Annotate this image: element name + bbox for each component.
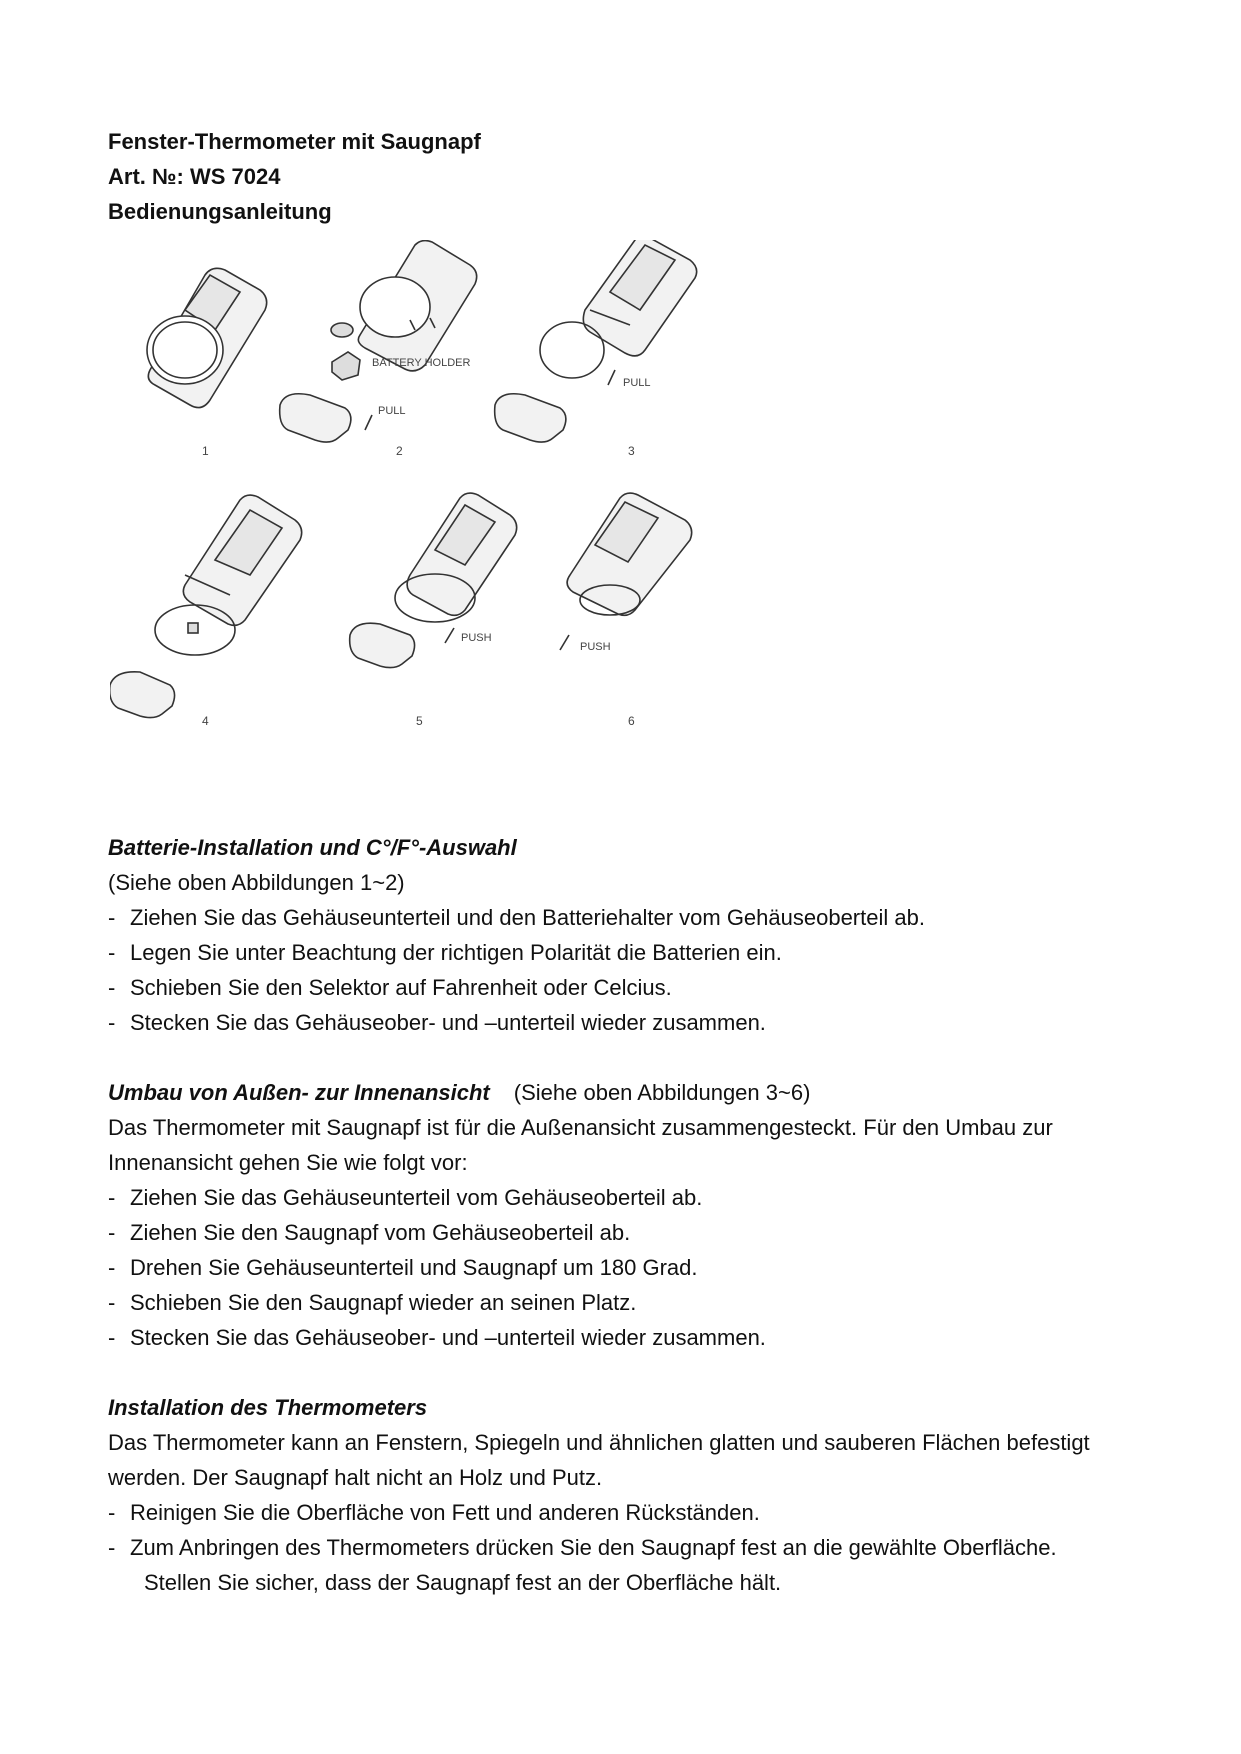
figure-number-1: 1	[202, 444, 209, 458]
document-body	[108, 830, 1128, 1600]
installation-intro: Das Thermometer kann an Fenstern, Spiegeln und ähnlichen glatten und sauberen Flächen befestigt werden. Der Saugnapf halt nicht an Holz und Putz.	[108, 1430, 1090, 1490]
figure-number-4: 4	[202, 714, 209, 728]
installation-continuation: Stellen Sie sicher, dass der Saugnapf fest an der Oberfläche hält.	[144, 1570, 782, 1595]
figure-4-thermometer	[110, 495, 302, 718]
push-label-figure-6: PUSH	[580, 641, 611, 653]
pull-label-figure-2: PULL	[378, 405, 406, 417]
figure-number-6: 6	[628, 714, 635, 728]
assembly-illustration	[110, 240, 800, 825]
push-label-figure-5: PUSH	[461, 632, 492, 644]
figure-number-5: 5	[416, 714, 423, 728]
list-item: - Schieben Sie den Selektor auf Fahrenheit oder Celcius.	[108, 975, 672, 1000]
list-item: - Ziehen Sie das Gehäuseunterteil vom Gehäuseoberteil ab.	[108, 1185, 703, 1210]
list-item: - Legen Sie unter Beachtung der richtigen Polarität die Batterien ein.	[108, 940, 782, 965]
figure-6-thermometer	[560, 493, 692, 650]
list-item: - Reinigen Sie die Oberfläche von Fett und anderen Rückständen.	[108, 1500, 760, 1525]
conversion-section-heading: Umbau von Außen- zur Innenansicht (Siehe oben Abbildungen 3~6)	[108, 1080, 811, 1105]
figure-number-3: 3	[628, 444, 635, 458]
document-title: Fenster-Thermometer mit Saugnapf	[108, 129, 481, 154]
battery-section-heading: Batterie-Installation und C°/F°-Auswahl	[108, 835, 517, 860]
figure-3-thermometer	[495, 240, 697, 442]
conversion-intro: Das Thermometer mit Saugnapf ist für die Außenansicht zusammengesteckt. Für den Umbau zur Innenansicht gehen Sie wie folgt vor:	[108, 1115, 1053, 1175]
battery-section-ref: (Siehe oben Abbildungen 1~2)	[108, 870, 405, 895]
battery-holder-label: BATTERY HOLDER	[372, 357, 471, 369]
list-item: - Ziehen Sie den Saugnapf vom Gehäuseoberteil ab.	[108, 1220, 631, 1245]
list-item: - Drehen Sie Gehäuseunterteil und Saugnapf um 180 Grad.	[108, 1255, 698, 1280]
conversion-section-ref: (Siehe oben Abbildungen 3~6)	[513, 1080, 811, 1105]
article-number: Art. №: WS 7024	[108, 164, 281, 189]
pull-label-figure-3: PULL	[623, 377, 651, 389]
document-subtitle: Bedienungsanleitung	[108, 199, 332, 224]
list-item: - Ziehen Sie das Gehäuseunterteil und den Batteriehalter vom Gehäuseoberteil ab.	[108, 905, 925, 930]
installation-section-heading: Installation des Thermometers	[108, 1395, 428, 1420]
figure-5-thermometer	[350, 493, 517, 668]
list-item: - Stecken Sie das Gehäuseober- und –unterteil wieder zusammen.	[108, 1325, 766, 1350]
document-header	[108, 124, 481, 229]
figure-1-thermometer	[147, 268, 267, 407]
figure-number-2: 2	[396, 444, 403, 458]
list-item: - Schieben Sie den Saugnapf wieder an seinen Platz.	[108, 1290, 637, 1315]
list-item: - Zum Anbringen des Thermometers drücken Sie den Saugnapf fest an die gewählte Oberfläche.	[108, 1535, 1057, 1560]
list-item: - Stecken Sie das Gehäuseober- und –unterteil wieder zusammen.	[108, 1010, 766, 1035]
